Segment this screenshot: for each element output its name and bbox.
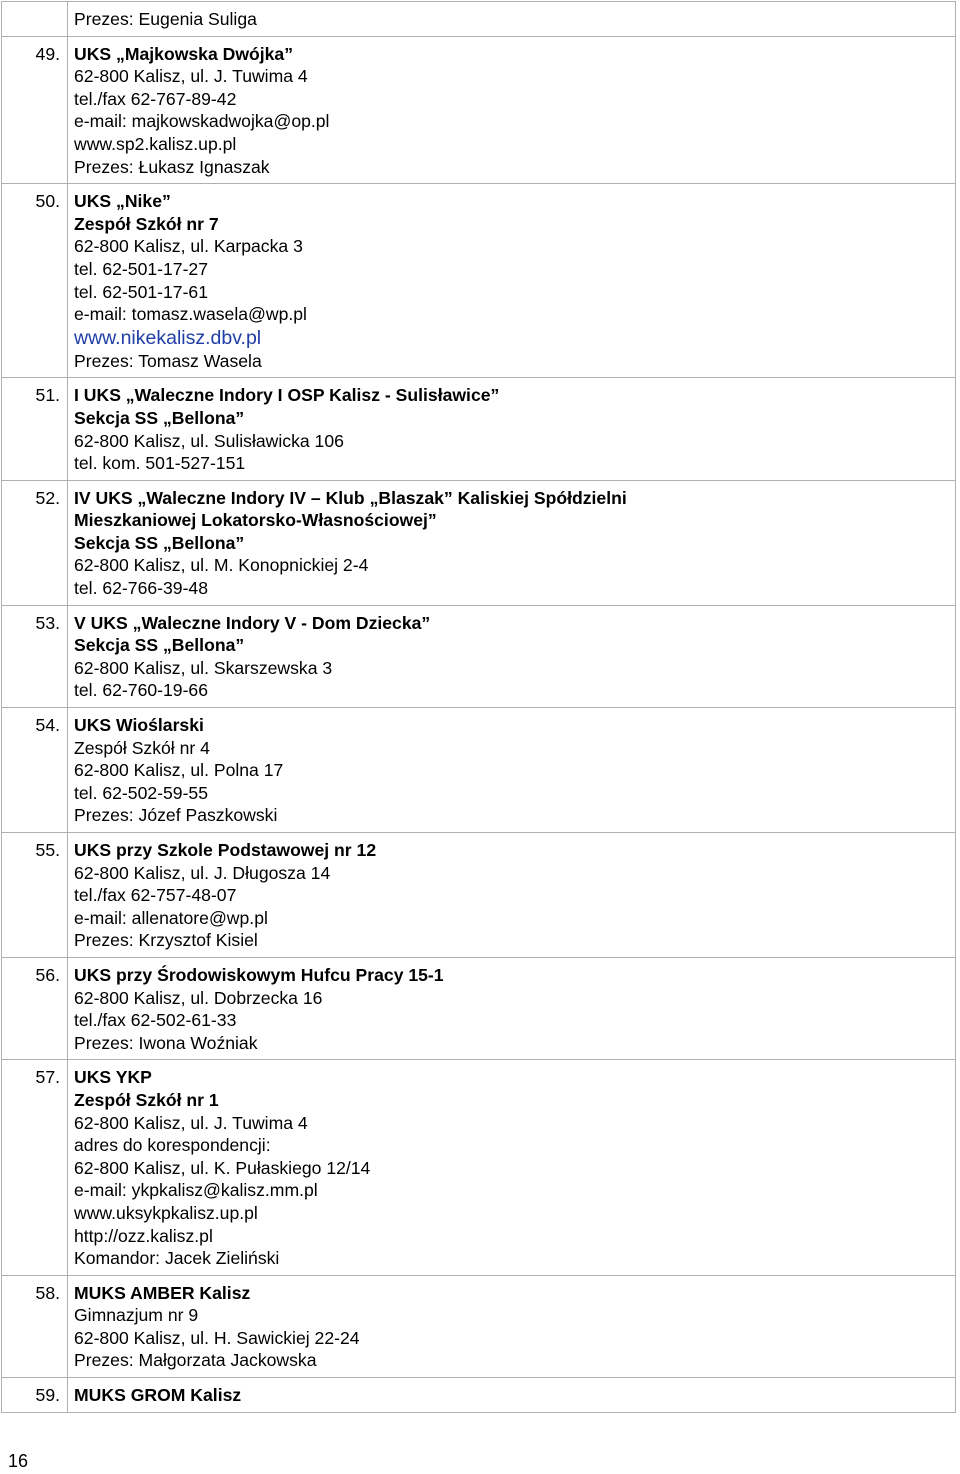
entry-line: Prezes: Krzysztof Kisiel xyxy=(74,930,258,951)
entry-details xyxy=(68,480,956,605)
club-name: UKS YKP xyxy=(74,1067,152,1088)
entry-line: http://ozz.kalisz.pl xyxy=(74,1225,213,1246)
entry-line: Sekcja SS „Bellona” xyxy=(74,532,245,553)
entry-line: www.uksykpkalisz.up.pl xyxy=(74,1202,258,1223)
entry-number: 53. xyxy=(2,605,68,707)
club-name: IV UKS „Waleczne Indory IV – Klub „Blaszak” Kaliskiej Spółdzielni xyxy=(74,487,627,508)
entry-line: Prezes: Łukasz Ignaszak xyxy=(74,156,270,177)
entry-details xyxy=(68,1060,956,1275)
entry-line: adres do korespondencji: xyxy=(74,1135,271,1156)
entry-details xyxy=(68,378,956,480)
entry-line: Komandor: Jacek Zieliński xyxy=(74,1248,280,1269)
entry-line: Prezes: Małgorzata Jackowska xyxy=(74,1350,317,1371)
club-entry-row xyxy=(2,2,956,37)
entry-line: 62-800 Kalisz, ul. H. Sawickiej 22-24 xyxy=(74,1327,360,1348)
club-entry-row xyxy=(2,1378,956,1413)
entry-line: Gimnazjum nr 9 xyxy=(74,1305,199,1326)
club-name: UKS „Nike” xyxy=(74,191,171,212)
entry-details xyxy=(68,1275,956,1377)
entry-number: 58. xyxy=(2,1275,68,1377)
club-entry-row xyxy=(2,184,956,378)
entry-line: 62-800 Kalisz, ul. Sulisławicka 106 xyxy=(74,430,344,451)
club-entry-row xyxy=(2,36,956,184)
club-name: UKS Wioślarski xyxy=(74,715,204,736)
entry-number: 49. xyxy=(2,36,68,184)
club-name: I UKS „Waleczne Indory I OSP Kalisz - Sulisławice” xyxy=(74,385,500,406)
club-entry-row xyxy=(2,378,956,480)
entry-number: 59. xyxy=(2,1378,68,1413)
entry-details xyxy=(68,1378,956,1413)
entry-line: 62-800 Kalisz, ul. Dobrzecka 16 xyxy=(74,987,323,1008)
entry-line: Prezes: Józef Paszkowski xyxy=(74,805,278,826)
entry-line: 62-800 Kalisz, ul. Polna 17 xyxy=(74,760,284,781)
entry-details xyxy=(68,708,956,833)
entry-line: tel. 62-502-59-55 xyxy=(74,782,208,803)
entry-number: 54. xyxy=(2,708,68,833)
entry-line: 62-800 Kalisz, ul. J. Długosza 14 xyxy=(74,862,331,883)
clubs-table-body xyxy=(2,2,956,1413)
entry-line: 62-800 Kalisz, ul. K. Pułaskiego 12/14 xyxy=(74,1157,371,1178)
club-entry-row xyxy=(2,480,956,605)
club-name: UKS przy Środowiskowym Hufcu Pracy 15-1 xyxy=(74,964,444,985)
entry-number: 50. xyxy=(2,184,68,378)
entry-number: 51. xyxy=(2,378,68,480)
entry-line: Zespół Szkół nr 1 xyxy=(74,1089,219,1110)
entry-line: Prezes: Eugenia Suliga xyxy=(74,9,257,29)
entry-details xyxy=(68,184,956,378)
club-entry-row xyxy=(2,957,956,1059)
clubs-table xyxy=(1,1,956,1413)
entry-line: 62-800 Kalisz, ul. M. Konopnickiej 2-4 xyxy=(74,555,369,576)
page-number: 16 xyxy=(8,1451,29,1471)
club-entry-row xyxy=(2,833,956,958)
entry-line: e-mail: majkowskadwojka@op.pl xyxy=(74,111,330,132)
entry-line: 62-800 Kalisz, ul. Skarszewska 3 xyxy=(74,657,333,678)
entry-line: e-mail: allenatore@wp.pl xyxy=(74,907,268,928)
entry-line: tel./fax 62-757-48-07 xyxy=(74,885,237,906)
club-name: UKS przy Szkole Podstawowej nr 12 xyxy=(74,840,377,860)
entry-details xyxy=(68,2,956,37)
entry-number: 56. xyxy=(2,957,68,1059)
entry-details xyxy=(68,36,956,184)
club-entry-row xyxy=(2,605,956,707)
entry-line: Zespół Szkół nr 4 xyxy=(74,737,210,758)
entry-line: Sekcja SS „Bellona” xyxy=(74,635,245,656)
entry-line: www.sp2.kalisz.up.pl xyxy=(74,133,237,154)
entry-line: tel. kom. 501-527-151 xyxy=(74,453,246,474)
entry-line: e-mail: tomasz.wasela@wp.pl xyxy=(74,304,307,325)
entry-line: 62-800 Kalisz, ul. J. Tuwima 4 xyxy=(74,1112,308,1133)
entry-line: Zespół Szkół nr 7 xyxy=(74,213,219,234)
entry-line: 62-800 Kalisz, ul. Karpacka 3 xyxy=(74,236,303,257)
club-entry-row xyxy=(2,708,956,833)
club-entry-row xyxy=(2,1060,956,1275)
club-name: MUKS AMBER Kalisz xyxy=(74,1282,251,1303)
entry-line: e-mail: ykpkalisz@kalisz.mm.pl xyxy=(74,1180,318,1201)
entry-line: tel. 62-760-19-66 xyxy=(74,680,208,701)
entry-line: Prezes: Iwona Woźniak xyxy=(74,1032,258,1053)
entry-line: tel. 62-501-17-27 xyxy=(74,258,208,279)
entry-line: tel./fax 62-767-89-42 xyxy=(74,88,237,109)
entry-details xyxy=(68,605,956,707)
club-name: V UKS „Waleczne Indory V - Dom Dziecka” xyxy=(74,612,431,633)
website-link[interactable]: www.nikekalisz.dbv.pl xyxy=(74,326,262,349)
club-name: MUKS GROM Kalisz xyxy=(74,1385,242,1406)
entry-details xyxy=(68,833,956,958)
entry-line: 62-800 Kalisz, ul. J. Tuwima 4 xyxy=(74,66,308,87)
entry-number: 57. xyxy=(2,1060,68,1275)
entry-line: Mieszkaniowej Lokatorsko-Własnościowej” xyxy=(74,510,437,531)
entry-line: tel./fax 62-502-61-33 xyxy=(74,1010,237,1031)
entry-line: tel. 62-766-39-48 xyxy=(74,578,208,599)
entry-line: Prezes: Tomasz Wasela xyxy=(74,350,262,371)
club-entry-row xyxy=(2,1275,956,1377)
entry-number: 52. xyxy=(2,480,68,605)
entry-details xyxy=(68,957,956,1059)
entry-number xyxy=(2,2,68,37)
entry-line: Sekcja SS „Bellona” xyxy=(74,407,245,428)
entry-number: 55. xyxy=(2,833,68,958)
club-name: UKS „Majkowska Dwójka” xyxy=(74,43,294,64)
entry-line: tel. 62-501-17-61 xyxy=(74,281,208,302)
